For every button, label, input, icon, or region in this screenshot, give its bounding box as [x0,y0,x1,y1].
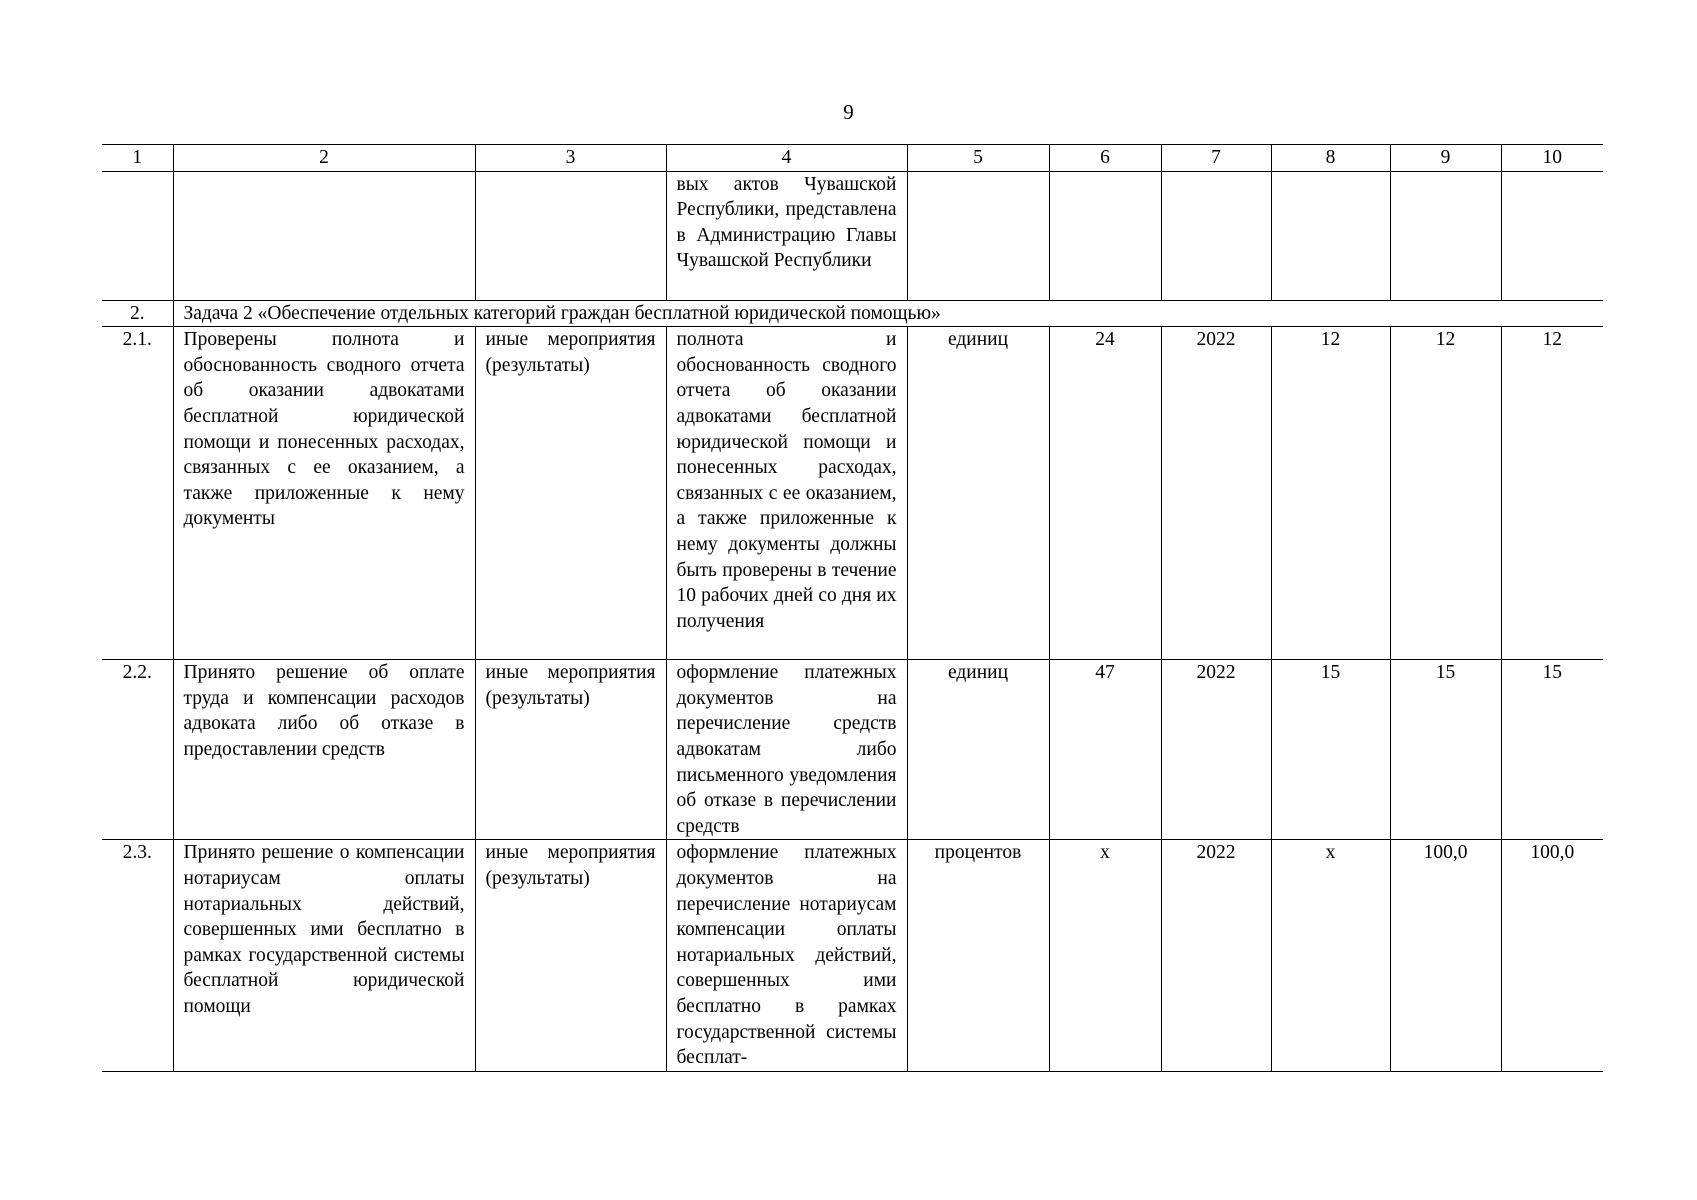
column-header: 6 [1049,145,1161,172]
table-row [102,327,1603,660]
base-year-cell [1161,171,1271,300]
table-row [102,660,1603,840]
column-number-header-row [102,145,1603,172]
column-header: 5 [907,145,1049,172]
result-type: иные мероприятия (результаты) [475,327,666,660]
result-name: Принято решение об оплате труда и компенсации расходов адвоката либо об отказе в предоставлении средств [173,660,475,840]
page-number: 9 [843,100,854,124]
result-type [475,171,666,300]
result-name [173,171,475,300]
indicators-table [102,144,1603,1072]
result-name: Принято решение о компенсации нотариусам оплаты нотариальных действий, совершенных ими бесплатно в рамках государственной системы бесплатной юридической помощи [173,840,475,1071]
result-characteristic: вых актов Чувашской Республики, представлена в Администрацию Главы Чувашской Республики [666,171,907,300]
task-row [102,300,1603,327]
column-header: 3 [475,145,666,172]
row-number: 2.1. [102,327,173,660]
base-value-cell: 47 [1049,660,1161,840]
base-year-cell: 2022 [1161,660,1271,840]
base-value-cell [1049,171,1161,300]
row-number: 2.2. [102,660,173,840]
value-cell: 15 [1390,660,1501,840]
unit-cell: процентов [907,840,1049,1071]
value-cell [1501,171,1603,300]
result-characteristic: полнота и обоснованность сводного отчета об оказании адвокатами бесплатной юридической помощи и понесенных расходах, связанных с ее оказанием, а также приложенные к нему документы должны быть проверены в течение 10 рабочих дней со дня их получения [666,327,907,660]
column-header: 10 [1501,145,1603,172]
unit-cell [907,171,1049,300]
table-row [102,171,1603,300]
row-number: 2. [102,300,173,327]
row-number [102,171,173,300]
base-value-cell: 24 [1049,327,1161,660]
value-cell: 100,0 [1390,840,1501,1071]
base-year-cell: 2022 [1161,327,1271,660]
unit-cell: единиц [907,660,1049,840]
value-cell: 12 [1390,327,1501,660]
base-value-cell: х [1049,840,1161,1071]
unit-cell: единиц [907,327,1049,660]
column-header: 8 [1271,145,1390,172]
column-header: 2 [173,145,475,172]
table-row [102,840,1603,1071]
result-characteristic: оформление платежных документов на перечисление средств адвокатам либо письменного уведомления об отказе в перечислении средств [666,660,907,840]
value-cell: 12 [1501,327,1603,660]
value-cell [1271,171,1390,300]
result-characteristic: оформление платежных документов на перечисление нотариусам компенсации оплаты нотариальных действий, совершенных ими бесплатно в рамках государственной системы бесплат- [666,840,907,1071]
column-header: 1 [102,145,173,172]
result-name: Проверены полнота и обоснованность сводного отчета об оказании адвокатами бесплатной юридической помощи и понесенных расходах, связанных с ее оказанием, а также приложенные к нему документы [173,327,475,660]
column-header: 4 [666,145,907,172]
result-type: иные мероприятия (результаты) [475,660,666,840]
task-title: Задача 2 «Обеспечение отдельных категорий граждан бесплатной юридической помощью» [173,300,1603,327]
value-cell: х [1271,840,1390,1071]
value-cell [1390,171,1501,300]
result-type: иные мероприятия (результаты) [475,840,666,1071]
value-cell: 15 [1501,660,1603,840]
value-cell: 15 [1271,660,1390,840]
column-header: 7 [1161,145,1271,172]
base-year-cell: 2022 [1161,840,1271,1071]
column-header: 9 [1390,145,1501,172]
value-cell: 100,0 [1501,840,1603,1071]
row-number: 2.3. [102,840,173,1071]
value-cell: 12 [1271,327,1390,660]
